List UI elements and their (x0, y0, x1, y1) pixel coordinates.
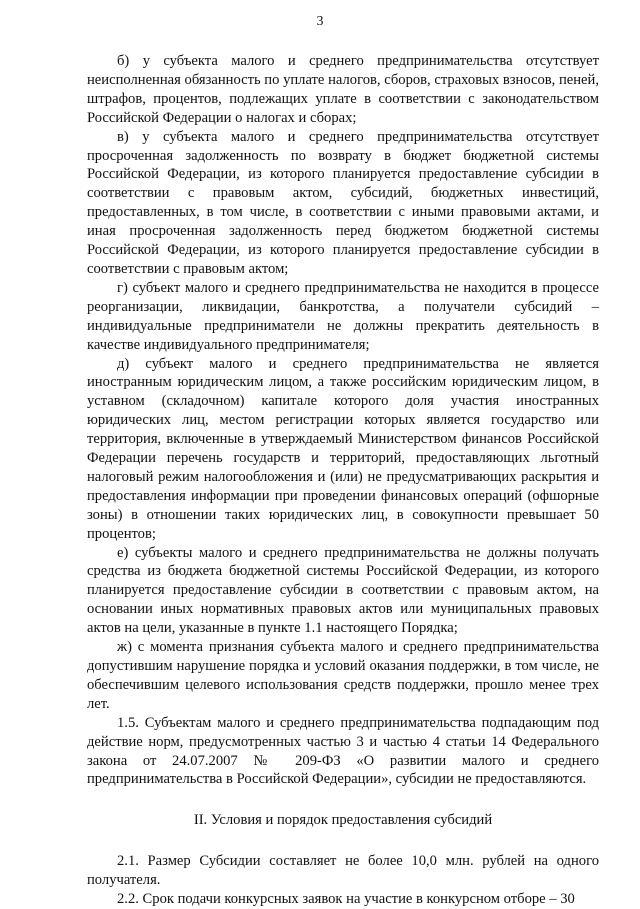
paragraph-e: е) субъекты малого и среднего предпринимательства не должны получать средства из бюджета бюджетной системы Российской Федерации, из которого планируется предоставление субсидии в соответствии с правовым актом, на основании иных нормативных правовых актов или муниципальных правовых актов на цели, указанные в пункте 1.1 настоящего Порядка; (87, 544, 599, 637)
paragraph-2-2: 2.2. Срок подачи конкурсных заявок на участие в конкурсном отборе – 30 (117, 891, 575, 908)
section-heading: II. Условия и порядок предоставления субсидий (193, 812, 493, 829)
paragraph-1-5: 1.5. Субъектам малого и среднего предпринимательства подпадающим под действие норм, предусмотренных частью 3 и частью 4 статьи 14 Федерального закона от 24.07.2007 № 209-ФЗ «О развитии малого и среднего предпринимательства в Российской Федерации», субсидии не предоставляются. (87, 714, 599, 788)
paragraph-zh: ж) с момента признания субъекта малого и среднего предпринимательства допустившим нарушение порядка и условий оказания поддержки, в том числе, не обеспечившим целевого использования средств поддержки, прошло менее трех лет. (87, 639, 599, 712)
paragraph-d: д) субъект малого и среднего предпринимательства не является иностранным юридическим лицом, а также российским юридическим лицом, в уставном (складочном) капитале которого доля участия иностранных юридических лиц, местом регистрации которых является государство или территория, включенные в утверждаемый Министерством финансов Российской Федерации перечень государств и территорий, предоставляющих льготный налоговый режим налогообложения и (или) не предусматривающих раскрытия и предоставления информации при проведении финансовых операций (офшорные зоны) в отношении таких юридических лиц, в совокупности превышает 50 процентов; (87, 355, 599, 542)
page-number: 3 (316, 14, 324, 29)
paragraph-2-1: 2.1. Размер Субсидии составляет не более 10,0 млн. рублей на одного получателя. (87, 853, 599, 889)
document-body (87, 52, 599, 909)
paragraph-v: в) у субъекта малого и среднего предпринимательства отсутствует просроченная задолженность по возврату в бюджет бюджетной системы Российской Федерации, из которого планируется предоставление субсидии в соответствии с правовым актом, субсидий, бюджетных инвестиций, предоставленных, в том числе, в соответствии с иными правовыми актами, и иная просроченная задолженность перед бюджетом бюджетной системы Российской Федерации, из которого планируется предоставление субсидии в соответствии с правовым актом; (87, 128, 599, 277)
paragraph-b: б) у субъекта малого и среднего предпринимательства отсутствует неисполненная обязанность по уплате налогов, сборов, страховых взносов, пеней, штрафов, процентов, подлежащих уплате в соответствии с законодательством Российской Федерации о налогах и сборах; (87, 53, 599, 126)
paragraph-g: г) субъект малого и среднего предпринимательства не находится в процессе реорганизации, ликвидации, банкротства, а получатели субсидий – индивидуальные предприниматели не должны прекратить деятельность в качестве индивидуального предпринимателя; (87, 279, 599, 353)
